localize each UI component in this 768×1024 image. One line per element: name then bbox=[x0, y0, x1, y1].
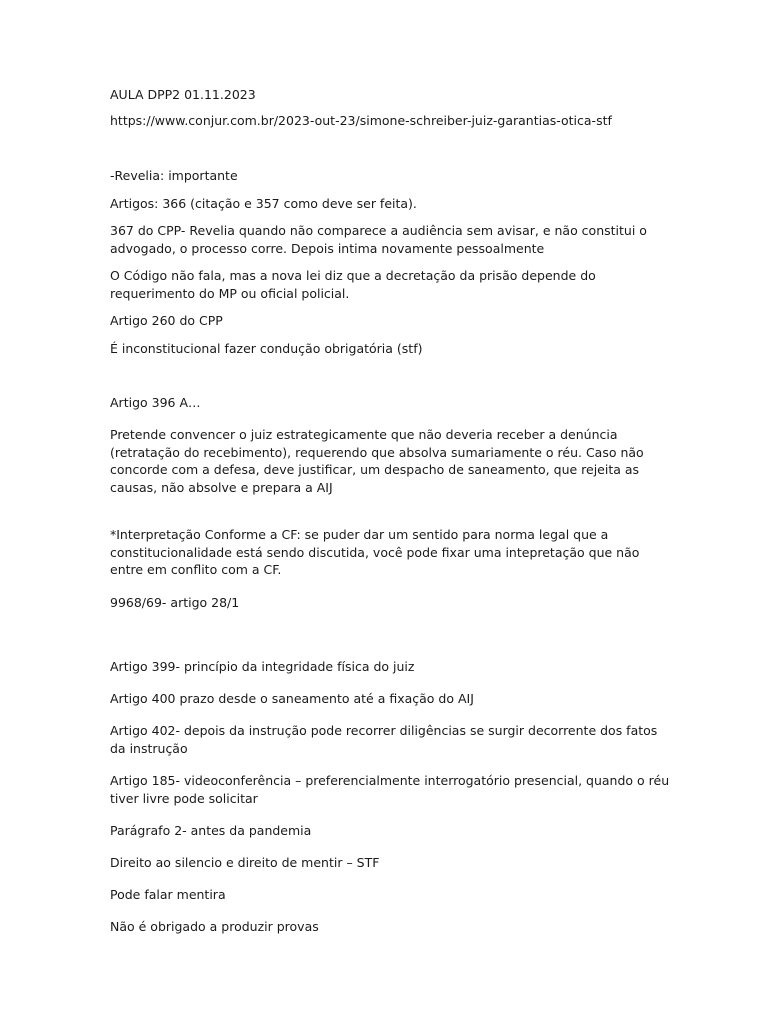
paragraph: Artigo 396 A… bbox=[110, 395, 201, 410]
paragraph: Não é obrigado a produzir provas bbox=[110, 919, 319, 934]
document-title: AULA DPP2 01.11.2023 bbox=[110, 87, 256, 102]
reference-link[interactable]: https://www.conjur.com.br/2023-out-23/simone-schreiber-juiz-garantias-otica-stf bbox=[110, 113, 612, 128]
paragraph: Artigo 260 do CPP bbox=[110, 313, 223, 328]
paragraph: Artigos: 366 (citação e 357 como deve ser feita). bbox=[110, 196, 417, 211]
paragraph: Parágrafo 2- antes da pandemia bbox=[110, 823, 312, 838]
paragraph: Artigo 402- depois da instrução pode recorrer diligências se surgir decorrente dos fatos da instrução bbox=[110, 723, 658, 756]
paragraph: -Revelia: importante bbox=[110, 168, 238, 183]
paragraph: Artigo 185- videoconferência – preferencialmente interrogatório presencial, quando o réu tiver livre pode solicitar bbox=[110, 773, 670, 806]
paragraph: Direito ao silencio e direito de mentir – STF bbox=[110, 855, 380, 870]
paragraph: Pode falar mentira bbox=[110, 887, 226, 902]
paragraph: 367 do CPP- Revelia quando não comparece a audiência sem avisar, e não constitui o advogado, o processo corre. Depois intima novamente pessoalmente bbox=[110, 223, 647, 256]
paragraph: 9968/69- artigo 28/1 bbox=[110, 595, 240, 610]
paragraph: O Código não fala, mas a nova lei diz que a decretação da prisão depende do requerimento do MP ou oficial policial. bbox=[110, 268, 596, 301]
paragraph: É inconstitucional fazer condução obrigatória (stf) bbox=[110, 341, 423, 356]
paragraph: *Interpretação Conforme a CF: se puder dar um sentido para norma legal que a constitucionalidade está sendo discutida, você pode fixar uma intepretação que não entre em conflito com a CF. bbox=[110, 527, 640, 577]
paragraph: Artigo 399- princípio da integridade física do juiz bbox=[110, 659, 415, 674]
paragraph: Pretende convencer o juiz estrategicamente que não deveria receber a denúncia (retratação do recebimento), requerendo que absolva sumariamente o réu. Caso não concorde com a defesa, deve justificar, um despacho de saneamento, que rejeita as causas, não absolve e prepara a AIJ bbox=[110, 427, 644, 495]
paragraph: Artigo 400 prazo desde o saneamento até a fixação do AIJ bbox=[110, 691, 474, 706]
